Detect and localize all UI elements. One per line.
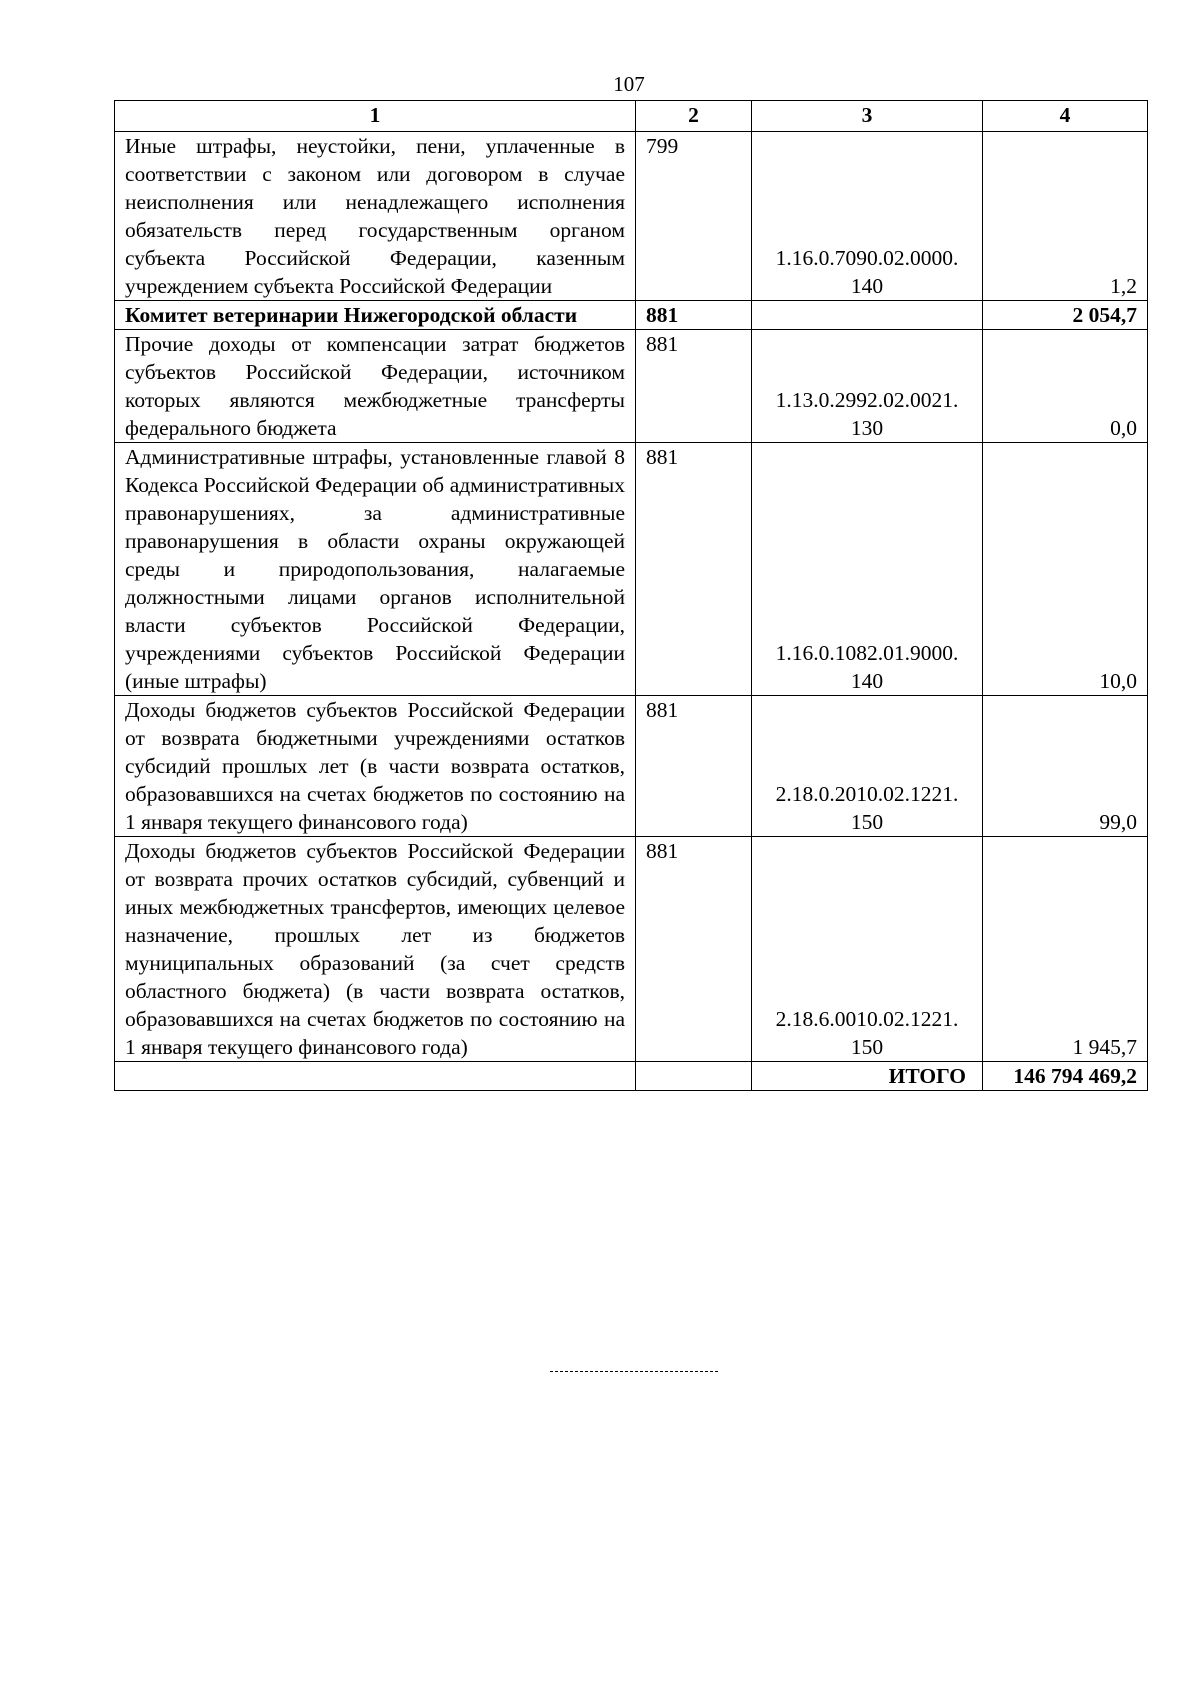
row-amount: 1 945,7 [983, 837, 1148, 1062]
header-col-3: 3 [752, 101, 983, 132]
row-admin-code: 881 [636, 330, 752, 443]
row-budget-code-line1: 1.16.0.7090.02.0000. [775, 246, 959, 270]
row-amount: 1,2 [983, 132, 1148, 301]
header-col-4: 4 [983, 101, 1148, 132]
row-amount: 10,0 [983, 443, 1148, 696]
row-admin-code: 881 [636, 301, 752, 330]
row-admin-code: 881 [636, 837, 752, 1062]
total-empty-cell-1 [115, 1062, 636, 1091]
table-row-section [115, 301, 1148, 330]
row-name: Прочие доходы от компенсации затрат бюджетов субъектов Российской Федерации, источником которых являются межбюджетные трансферты федерального бюджета [115, 330, 636, 443]
header-row [115, 101, 1148, 132]
table-row [115, 696, 1148, 837]
row-budget-code [752, 330, 983, 443]
row-name: Административные штрафы, установленные главой 8 Кодекса Российской Федерации об административных правонарушениях, за административные правонарушения в области охраны окружающей среды и природопользования, налагаемые должностными лицами органов исполнительной власти субъектов Российской Федерации, учреждениями субъектов Российской Федерации (иные штрафы) [115, 443, 636, 696]
row-budget-code-line2: 140 [850, 669, 884, 693]
row-budget-code-line1: 1.13.0.2992.02.0021. [775, 388, 959, 412]
row-budget-code [752, 837, 983, 1062]
row-budget-code-line2: 150 [850, 1035, 884, 1059]
row-name: Комитет ветеринарии Нижегородской области [115, 301, 636, 330]
row-budget-code [752, 132, 983, 301]
table-row [115, 330, 1148, 443]
end-separator-line [550, 1371, 718, 1372]
row-amount: 2 054,7 [983, 301, 1148, 330]
row-admin-code: 799 [636, 132, 752, 301]
row-admin-code: 881 [636, 443, 752, 696]
total-amount: 146 794 469,2 [983, 1062, 1148, 1091]
total-empty-cell-2 [636, 1062, 752, 1091]
revenue-table [114, 100, 1148, 1091]
row-budget-code-line1: 2.18.6.0010.02.1221. [775, 1007, 959, 1031]
page-number: 107 [613, 72, 645, 96]
row-amount: 99,0 [983, 696, 1148, 837]
header-col-1: 1 [115, 101, 636, 132]
row-name: Иные штрафы, неустойки, пени, уплаченные в соответствии с законом или договором в случае неисполнения или ненадлежащего исполнения обязательств перед государственным органом субъекта Российской Федерации, казенным учреждением субъекта Российской Федерации [115, 132, 636, 301]
header-col-2: 2 [636, 101, 752, 132]
table-row [115, 837, 1148, 1062]
row-budget-code [752, 696, 983, 837]
row-budget-code-line2: 130 [850, 416, 884, 440]
row-budget-code [752, 443, 983, 696]
row-budget-code-line2: 140 [850, 274, 884, 298]
total-label: ИТОГО [752, 1062, 983, 1091]
row-budget-code-line1: 1.16.0.1082.01.9000. [775, 641, 959, 665]
row-amount: 0,0 [983, 330, 1148, 443]
row-admin-code: 881 [636, 696, 752, 837]
total-row [115, 1062, 1148, 1091]
table-row [115, 132, 1148, 301]
row-budget-code [752, 301, 983, 330]
row-name: Доходы бюджетов субъектов Российской Федерации от возврата прочих остатков субсидий, субвенций и иных межбюджетных трансфертов, имеющих целевое назначение, прошлых лет из бюджетов муниципальных образований (за счет средств областного бюджета) (в части возврата остатков, образовавшихся на счетах бюджетов по состоянию на 1 января текущего финансового года) [115, 837, 636, 1062]
table-row [115, 443, 1148, 696]
row-budget-code-line2: 150 [850, 810, 884, 834]
row-budget-code-line1: 2.18.0.2010.02.1221. [775, 782, 959, 806]
row-name: Доходы бюджетов субъектов Российской Федерации от возврата бюджетными учреждениями остатков субсидий прошлых лет (в части возврата остатков, образовавшихся на счетах бюджетов по состоянию на 1 января текущего финансового года) [115, 696, 636, 837]
